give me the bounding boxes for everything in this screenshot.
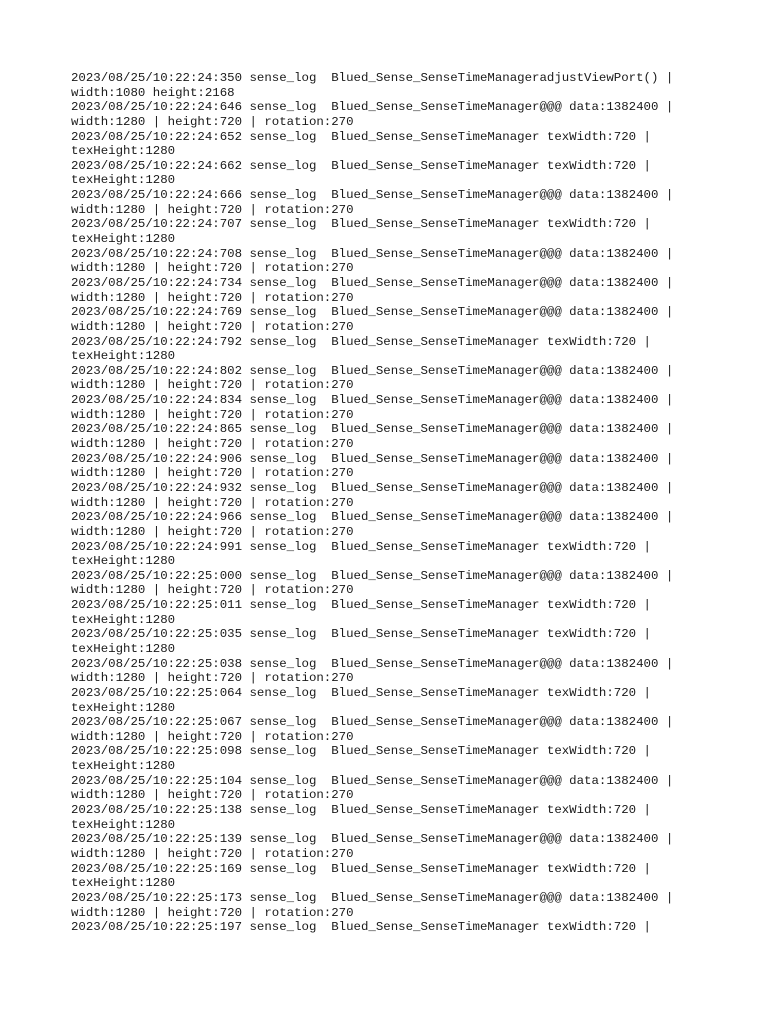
log-line: 2023/08/25/10:22:24:666 sense_log Blued_Sense_SenseTimeManager@@@ data:1382400 |: [71, 188, 674, 203]
log-text-block: [71, 71, 711, 935]
log-line: 2023/08/25/10:22:24:802 sense_log Blued_Sense_SenseTimeManager@@@ data:1382400 |: [71, 363, 674, 378]
log-line: 2023/08/25/10:22:24:792 sense_log Blued_Sense_SenseTimeManager texWidth:720 |: [71, 334, 651, 349]
log-line: width:1280 | height:720 | rotation:270: [71, 378, 354, 393]
log-line: texHeight:1280: [71, 817, 176, 832]
log-line: 2023/08/25/10:22:25:197 sense_log Blued_Sense_SenseTimeManager texWidth:720 |: [71, 920, 651, 935]
log-line: 2023/08/25/10:22:25:038 sense_log Blued_Sense_SenseTimeManager@@@ data:1382400 |: [71, 656, 674, 671]
log-line: 2023/08/25/10:22:24:350 sense_log Blued_Sense_SenseTimeManageradjustViewPort() |: [71, 71, 674, 85]
log-line: width:1280 | height:720 | rotation:270: [71, 583, 354, 598]
log-line: 2023/08/25/10:22:24:865 sense_log Blued_Sense_SenseTimeManager@@@ data:1382400 |: [71, 422, 674, 437]
log-line: 2023/08/25/10:22:24:734 sense_log Blued_Sense_SenseTimeManager@@@ data:1382400 |: [71, 275, 674, 290]
log-line: 2023/08/25/10:22:24:932 sense_log Blued_Sense_SenseTimeManager@@@ data:1382400 |: [71, 480, 674, 495]
log-line: 2023/08/25/10:22:24:652 sense_log Blued_Sense_SenseTimeManager texWidth:720 |: [71, 129, 651, 144]
log-line: 2023/08/25/10:22:25:173 sense_log Blued_Sense_SenseTimeManager@@@ data:1382400 |: [71, 890, 674, 905]
log-line: 2023/08/25/10:22:24:646 sense_log Blued_Sense_SenseTimeManager@@@ data:1382400 |: [71, 100, 674, 115]
log-line: 2023/08/25/10:22:25:098 sense_log Blued_Sense_SenseTimeManager texWidth:720 |: [71, 744, 651, 759]
log-line: 2023/08/25/10:22:24:834 sense_log Blued_Sense_SenseTimeManager@@@ data:1382400 |: [71, 393, 674, 408]
log-line: width:1080 height:2168: [71, 85, 235, 100]
log-line: texHeight:1280: [71, 641, 176, 656]
log-line: 2023/08/25/10:22:25:011 sense_log Blued_Sense_SenseTimeManager texWidth:720 |: [71, 598, 651, 613]
log-line: 2023/08/25/10:22:24:662 sense_log Blued_Sense_SenseTimeManager texWidth:720 |: [71, 158, 651, 173]
log-line: width:1280 | height:720 | rotation:270: [71, 466, 354, 481]
log-line: width:1280 | height:720 | rotation:270: [71, 495, 354, 510]
log-line: texHeight:1280: [71, 232, 176, 247]
log-line: width:1280 | height:720 | rotation:270: [71, 290, 354, 305]
log-line: width:1280 | height:720 | rotation:270: [71, 524, 354, 539]
log-line: width:1280 | height:720 | rotation:270: [71, 846, 354, 861]
log-line: width:1280 | height:720 | rotation:270: [71, 114, 354, 129]
log-line: 2023/08/25/10:22:25:064 sense_log Blued_Sense_SenseTimeManager texWidth:720 |: [71, 685, 651, 700]
log-line: texHeight:1280: [71, 700, 176, 715]
log-line: 2023/08/25/10:22:25:169 sense_log Blued_Sense_SenseTimeManager texWidth:720 |: [71, 861, 651, 876]
log-line: width:1280 | height:720 | rotation:270: [71, 788, 354, 803]
log-line: 2023/08/25/10:22:24:707 sense_log Blued_Sense_SenseTimeManager texWidth:720 |: [71, 217, 651, 232]
log-line: 2023/08/25/10:22:25:104 sense_log Blued_Sense_SenseTimeManager@@@ data:1382400 |: [71, 773, 674, 788]
log-line: width:1280 | height:720 | rotation:270: [71, 319, 354, 334]
log-line: 2023/08/25/10:22:25:138 sense_log Blued_Sense_SenseTimeManager texWidth:720 |: [71, 803, 651, 818]
log-line: width:1280 | height:720 | rotation:270: [71, 671, 354, 686]
log-line: 2023/08/25/10:22:25:139 sense_log Blued_Sense_SenseTimeManager@@@ data:1382400 |: [71, 832, 674, 847]
log-line: 2023/08/25/10:22:24:708 sense_log Blued_Sense_SenseTimeManager@@@ data:1382400 |: [71, 246, 674, 261]
log-line: width:1280 | height:720 | rotation:270: [71, 437, 354, 452]
log-line: texHeight:1280: [71, 759, 176, 774]
log-line: width:1280 | height:720 | rotation:270: [71, 407, 354, 422]
log-line: width:1280 | height:720 | rotation:270: [71, 202, 354, 217]
log-line: 2023/08/25/10:22:25:035 sense_log Blued_Sense_SenseTimeManager texWidth:720 |: [71, 627, 651, 642]
log-line: texHeight:1280: [71, 144, 176, 159]
log-line: texHeight:1280: [71, 612, 176, 627]
log-line: 2023/08/25/10:22:24:991 sense_log Blued_Sense_SenseTimeManager texWidth:720 |: [71, 539, 651, 554]
log-line: 2023/08/25/10:22:24:906 sense_log Blued_Sense_SenseTimeManager@@@ data:1382400 |: [71, 451, 674, 466]
log-line: 2023/08/25/10:22:24:769 sense_log Blued_Sense_SenseTimeManager@@@ data:1382400 |: [71, 305, 674, 320]
log-line: texHeight:1280: [71, 554, 176, 569]
log-line: texHeight:1280: [71, 876, 176, 891]
log-line: width:1280 | height:720 | rotation:270: [71, 905, 354, 920]
log-line: width:1280 | height:720 | rotation:270: [71, 729, 354, 744]
log-line: 2023/08/25/10:22:24:966 sense_log Blued_Sense_SenseTimeManager@@@ data:1382400 |: [71, 510, 674, 525]
log-line: width:1280 | height:720 | rotation:270: [71, 261, 354, 276]
log-line: 2023/08/25/10:22:25:067 sense_log Blued_Sense_SenseTimeManager@@@ data:1382400 |: [71, 715, 674, 730]
log-line: texHeight:1280: [71, 173, 176, 188]
log-line: 2023/08/25/10:22:25:000 sense_log Blued_Sense_SenseTimeManager@@@ data:1382400 |: [71, 568, 674, 583]
log-line: texHeight:1280: [71, 349, 176, 364]
